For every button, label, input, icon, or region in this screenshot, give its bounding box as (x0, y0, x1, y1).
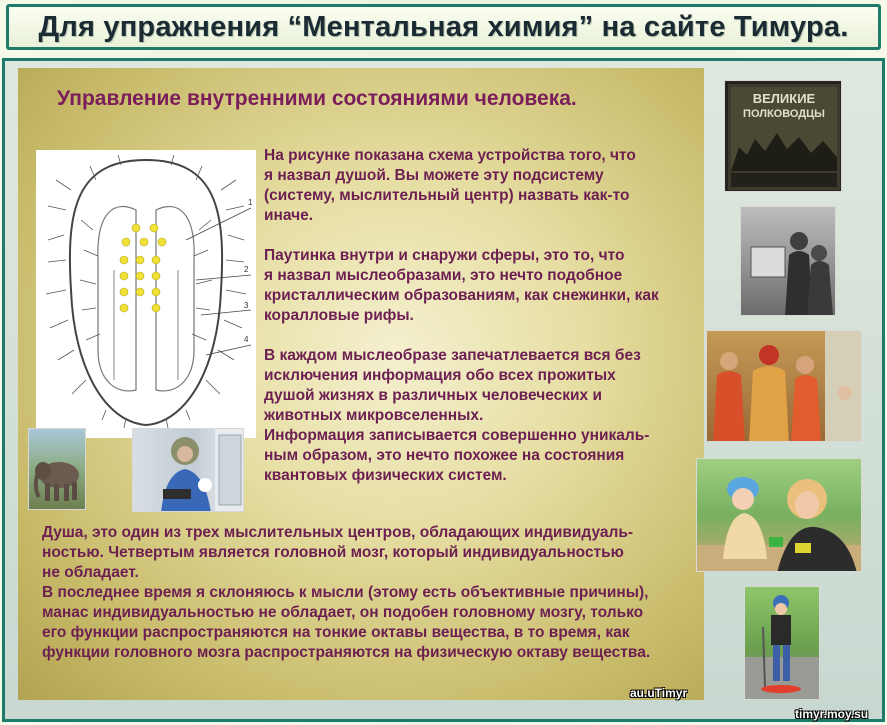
page-title: Для упражнения “Ментальная химия” на сайте Тимура. (38, 10, 849, 43)
diagram-label-4: 4 (244, 335, 249, 344)
diagram-label-2: 2 (244, 265, 249, 274)
inner-watermark: au.uTimyr (630, 686, 688, 700)
vintage-children-photo (740, 206, 836, 316)
book-cover-photo (724, 80, 842, 192)
panel-title: Управление внутренними состояниями человека. (57, 87, 577, 110)
protective-suit-photo (132, 428, 244, 512)
elephant-photo (28, 428, 86, 510)
diagram-label-3: 3 (244, 301, 249, 310)
paragraph-soul-diagram: На рисунке показана схема устройства того, что я назвал душой. Вы можете эту подсистему (систему, мыслительный центр) назвать как-то иначе. (264, 147, 636, 224)
paragraph-information: В каждом мыслеобразе запечатлевается вся без исключения информация обо всех прожитых душой жизнях в различных человеческих и животных микровселенных. Информация записывается совершенно уникаль- ным образом, это нечто похожее на состояния квантовых физических систем. (264, 347, 650, 484)
book-title-line2: ПОЛКОВОДЦЫ (743, 108, 825, 120)
soul-diagram-drawing (36, 150, 256, 438)
soul-diagram (36, 150, 256, 438)
header-banner (6, 4, 881, 50)
corner-watermark: timyr.moy.su (795, 707, 869, 721)
church-ceremony-photo (706, 330, 862, 442)
boy-scooter-photo (744, 586, 820, 700)
paragraph-thinking-centers: Душа, это один из трех мыслительных центров, обладающих индивидуаль- ностью. Четвертым является головной мозг, который индивидуальностью не обладает. В последнее время я склоняюсь к мысли (этому есть объективные причины), манас индивидуальностью не обладает, он подобен головному мозгу, только его функции распространяются на тонкие октавы вещества, в то время, как функции головного мозга распространяются на физическую октаву вещества. (42, 524, 651, 661)
diagram-label-1: 1 (248, 198, 253, 207)
paragraph-thought-forms: Паутинка внутри и снаружи сферы, это то, что я назвал мыслеобразами, это нечто подобное кристаллическим образованиям, как снежинки, как коралловые рифы. (264, 247, 659, 324)
mother-child-photo (696, 458, 862, 572)
book-title-line1: ВЕЛИКИЕ (752, 91, 816, 106)
